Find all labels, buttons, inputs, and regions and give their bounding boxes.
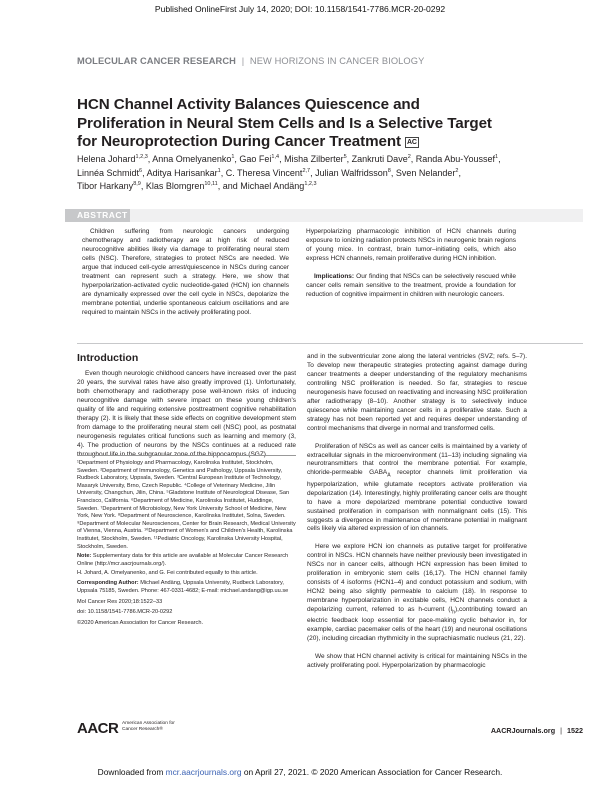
body-paragraph [307, 443, 527, 535]
body-left-column [77, 370, 296, 460]
note-text: Supplementary data for this article are available at Molecular Cancer Research Online (http://mcr.aacrjournals.org/). [77, 553, 289, 567]
affiliation-sup: 2,7 [302, 167, 311, 174]
abstract-paragraph: Hyperpolarizing pharmacologic inhibition of HCN channels during exposure to ionizing radiation protects NSCs in neurogenic brain regions of young mice. In contrast, brain tumor–initiating cells, which also express HCN channels, remain proliferative during HCN inhibition. [306, 228, 516, 262]
author-name: , Misha Zilberter [279, 154, 344, 164]
author-name: Helena Johard [77, 154, 136, 164]
corr-label: Corresponding Author: [77, 579, 139, 586]
author-name: , C. Theresa Vincent [220, 167, 303, 178]
author-name: , Gao Fei [234, 154, 272, 164]
author-name: , Julian Walfridsson [310, 167, 388, 178]
footnote-divider [77, 455, 296, 456]
affiliation-sup: 5 [343, 154, 347, 160]
page-info [400, 726, 583, 735]
affiliation-sup: 1 [217, 167, 221, 174]
abstract-right-column [306, 228, 516, 300]
author-name: , Anna Omelyanenko [147, 154, 232, 164]
body-text: ),contributing toward an electric feedback loop essential for pace-making cyclic behavior in, for example, cardiac pacemaker cells of the heart (19) and neuronal oscillations (20), including circadian rhythmicity in the suprachiasmatic nucleus (21, 22). [307, 606, 527, 643]
author-list: Helena Johard$^{1,2,3}$, Anna Omelyanenko$^1$, Gao Fei$^{1,4}$, Misha Zilberter$^5$, Zankruti Dave$^2$, Randa Abu-Youssef$^1$, Linnéa Schmidt$^6$, Aditya Harisankar$^1$, C. Theresa Vincent$^{2,7}$, Julian Walfridsson$^8$, Sven Nelander$^2$, Tibor Harkany$^{8,9}$, Klas Blomgren$^{10,11}$, and Michael Andäng$^{1,2,3}$ [77, 154, 501, 192]
journal-site[interactable]: AACRJournals.org [490, 726, 556, 735]
footnotes [77, 460, 296, 630]
affiliation-sup: 1 [231, 154, 235, 160]
article-title-text: HCN Channel Activity Balances Quiescence and Proliferation in Neural Stem Cells and Is a Selective Target for Neuroprotection During Cancer Treatment [77, 96, 492, 150]
body-text: Here we explore HCN ion channels as putative target for proliferative control in NSCs. HCN channels have neither previously been investigated in NSCs nor in cancer cells, although HCN expression has been limited to proliferation in embryonic stem cells (16,17). The HCN channel family consists of 4 isoforms (HCN1–4) and conduct potassium and sodium, with HCN2 being also slightly permeable to calcium (18). In response to membrane hyperpolarization in excitable cells, HCN channels conduct a depolarizing current, referred to as h-current (I [307, 543, 527, 614]
header-separator: | [241, 56, 245, 66]
equal-contribution: H. Johard, A. Omelyanenko, and G. Fei contributed equally to this article. [77, 570, 258, 577]
affiliation-sup: 1,2,3 [304, 181, 317, 188]
doi: doi: 10.1158/1541-7786.MCR-20-0292 [77, 608, 173, 615]
aacr-logo: AACR [77, 720, 119, 737]
affiliation-sup: 1,2,3 [135, 154, 148, 160]
download-text: on April 27, 2021. © 2020 American Association for Cancer Research. [241, 767, 503, 777]
citation: Mol Cancer Res 2020;18:1522–33 [77, 599, 163, 606]
note-label: Note: [77, 553, 92, 560]
section-name: NEW HORIZONS IN CANCER BIOLOGY [249, 56, 425, 66]
implications-text: Our finding that NSCs can be selectively rescued while cancer cells remain sensitive to the treatment, provide a foundation for reduction of cognitive impairment in children with neurologic cancers. [306, 272, 516, 298]
download-link[interactable]: mcr.aacrjournals.org [165, 767, 242, 777]
author-name: , Aditya Harisankar [142, 167, 218, 178]
body-text: receptor channels limit proliferation via hyperpolarization, while glutamate receptors activate proliferation via depolarization (14). Interestingly, highly proliferating cancer cells are thought to have a more depolarized membrane potential conductive toward sustained proliferation in comparison with nonmalignant cells (15). This suggests a divergence in maintenance of membrane potential in malignant cells likely via altered expression of ion channels. [307, 469, 527, 533]
introduction-heading: Introduction [77, 352, 139, 364]
abstract-implications [306, 273, 516, 300]
affiliation-sup: 8 [387, 167, 391, 174]
aacr-logo-subtitle: American Association for Cancer Research® [122, 721, 175, 732]
abstract-paragraph: Children suffering from neurologic cancers undergoing chemotherapy and radiotherapy are at high risk of reduced neurocognitive abilities likely via damage to proliferating neural stem cells (NSC). Therefore, strategies to protect NSCs are needed. We argue that induced cell-cycle arrest/quiescence in NSCs during cancer treatment can represent such a strategy. Here, we show that hyperpolarization-activated cyclic nucleotide-gated (HCN) ion channels are dynamically expressed over the cell cycle in NSCs, depolarize the membrane potential, underlie spontaneous calcium oscillations and are required to maintain NSCs in the actively proliferating pool. [82, 228, 289, 316]
affiliation-sup: 8,9 [133, 181, 141, 188]
affiliation-sup: 1,4 [271, 154, 280, 160]
affiliation-sup: 2 [455, 167, 459, 174]
author-name: , Sven Nelander [390, 167, 456, 178]
download-line [0, 767, 600, 777]
supplementary-note [77, 553, 296, 568]
subscript: A [387, 472, 391, 479]
body-paragraph [307, 543, 527, 644]
author-name: , and Michael Andäng [217, 181, 305, 192]
body-paragraph: and in the subventricular zone along the lateral ventricles (SVZ; refs. 5–7). To develop new therapeutic strategies protecting against damage during cancer treatments a deeper understanding of the regulatory mechanisms controlling NSC proliferation is needed. So far, strategies to rescue neurogenesis have focused on reactivating and increasing NSC proliferation after radiotherapy (8–10). Another strategy is to selectively induce quiescence while maintaining cancer cells in a proliferative state. Such a strategy has not been reported yet and requires deeper understanding of control mechanisms that diverge in normal and transformed cells. [307, 353, 527, 432]
page-separator: | [560, 726, 562, 735]
corresponding-author [77, 580, 296, 595]
download-text: Downloaded from [97, 767, 166, 777]
body-text: Proliferation of NSCs as well as cancer cells is maintained by a variety of extracellular signals in the microenvironment (11–13) including signaling via neurotransmitters that control the membrane potential. For example, chloride-permeable GABA [307, 442, 527, 477]
affiliation-sup: 1 [495, 154, 499, 160]
page-number: 1522 [567, 726, 583, 735]
author-name: Linnéa Schmidt [77, 167, 140, 178]
journal-name: MOLECULAR CANCER RESEARCH [77, 56, 236, 66]
journal-header [77, 56, 424, 66]
author-name: , Klas Blomgren [140, 181, 205, 192]
article-title [77, 96, 497, 152]
abstract-band [77, 209, 583, 222]
body-paragraph: We show that HCN channel activity is critical for maintaining NSCs in the actively proliferating pool. Hyperpolarization by pharmacologic [307, 653, 527, 670]
abstract-divider [77, 343, 583, 344]
implications-label: Implications: [314, 272, 355, 280]
corr-text: Michael Andäng, Uppsala University, Rudbeck Laboratory, Uppsala 75185, Sweden. Phone: 467-0331-4682; E-mail: michael.andang@igp.uu.se [77, 579, 289, 594]
affiliations: ¹Department of Physiology and Pharmacology, Karolinska Institutet, Stockholm, Sweden. ²Department of Immunology, Genetics and Pathology, Uppsala University, Rudbeck Laboratory, Uppsala, Sweden. ³Central European Institute of Technology, Masaryk University, Brno, Czech Republic. ⁴College of Veterinary Medicine, Jilin University, Changchun, Jilin, China. ⁵Gladstone Institute of Neurological Disease, San Francisco, California. ⁶Department of Medicine, Karolinska Institutet, Huddinge, Sweden. ⁷Department of Microbiology, New York University School of Medicine, New York, New York. ⁸Department of Neuroscience, Karolinska Institutet, Solna, Sweden. ⁹Department of Molecular Neurosciences, Center for Brain Research, Medical University of Vienna, Vienna, Austria. ¹⁰Department of Women's and Children's Health, Karolinska Institutet, Stockholm, Sweden. ¹¹Pediatric Oncology, Karolinska University Hospital, Stockholm, Sweden. [77, 460, 296, 550]
abstract-left-column [82, 228, 289, 318]
affiliation-sup: 10,11 [204, 181, 218, 188]
body-right-column [307, 353, 527, 671]
affiliation-sup: 2 [407, 154, 411, 160]
affiliation-sup: 6 [139, 167, 143, 174]
body-paragraph: Even though neurologic childhood cancers have increased over the past 20 years, the survival rates have also greatly improved (1). Unfortunately, both chemotherapy and radiotherapy pose well-known risks of inducing neurocognitive damage with severe impact on these young children's quality of life and requiring extensive posttreatment cognitive rehabilitation therapy (2). It is likely that these side effects on cognitive development stem from damage to the proliferating neural stem cell (NSC) pool, as postnatal neurogenesis regulates critical functions such as learning and memory (3, 4). The production of neurons by the NSCs continues at a reduced rate throughout life in the subgranular zone of the hippocampus (SGZ) [77, 370, 296, 458]
author-name: , Randa Abu-Youssef [410, 154, 495, 164]
subscript: h [452, 609, 455, 616]
copyright: ©2020 American Association for Cancer Research. [77, 620, 204, 627]
author-choice-badge: AC [406, 139, 417, 146]
abstract-heading: ABSTRACT [65, 209, 130, 222]
author-name: Tibor Harkany [77, 181, 134, 192]
published-online-line: Published OnlineFirst July 14, 2020; DOI: 10.1158/1541-7786.MCR-20-0292 [154, 4, 446, 14]
author-name: , Zankruti Dave [346, 154, 408, 164]
